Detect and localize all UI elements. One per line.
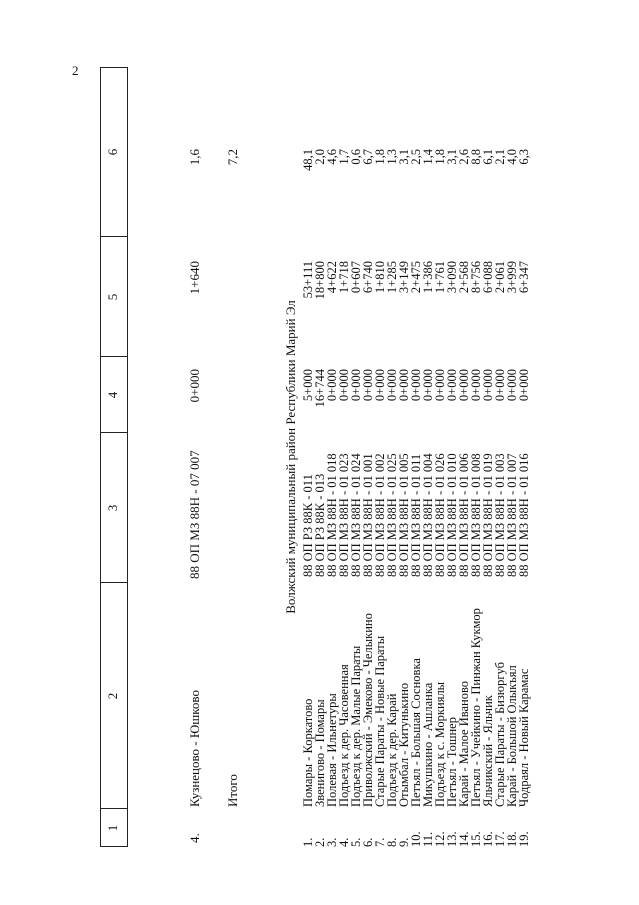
- road-name: Старые Параты - Бизюргуб: [493, 662, 507, 807]
- end-km: 53+111: [301, 261, 315, 299]
- start-km: 0+000: [421, 369, 435, 402]
- length-km: 1,6: [187, 149, 202, 166]
- end-km: 3+999: [505, 261, 519, 294]
- road-name: Помары - Коркатово: [301, 698, 315, 807]
- length-km: 2,0: [313, 149, 327, 165]
- start-km: 0+000: [373, 369, 387, 402]
- road-code: 88 ОП МЗ 88Н - 01 010: [445, 453, 459, 577]
- road-name: Петъял - Тошнер: [445, 717, 459, 807]
- road-code: 88 ОП МЗ 88Н - 01 006: [457, 453, 471, 577]
- length-km: 1,8: [373, 149, 387, 165]
- length-km: 3,1: [397, 149, 411, 165]
- length-km: 3,1: [445, 149, 459, 165]
- end-km: 2+568: [457, 261, 471, 294]
- row-number: 8.: [385, 837, 399, 847]
- road-code: 88 ОП МЗ 88Н - 01 007: [505, 453, 519, 577]
- table-row: [518, 67, 530, 847]
- length-km: 8,8: [469, 149, 483, 165]
- road-name: Карай - Малое Иваново: [457, 680, 471, 807]
- road-name: Подъезд к дер. Карай: [385, 693, 399, 807]
- table-top-border: [100, 67, 101, 847]
- row-number: 14.: [457, 831, 471, 847]
- road-name: Звенигово - Помары: [313, 699, 327, 807]
- start-km: 0+000: [349, 369, 363, 402]
- row-number: 11.: [421, 831, 435, 847]
- end-km: 3+090: [445, 261, 459, 294]
- start-km: 0+000: [505, 369, 519, 402]
- start-km: 0+000: [433, 369, 447, 402]
- road-code: 88 ОП МЗ 88Н - 01 025: [385, 453, 399, 577]
- end-km: 3+149: [397, 261, 411, 294]
- road-name: Чодраял - Новый Карамас: [517, 668, 531, 807]
- start-km: 0+000: [493, 369, 507, 402]
- road-list: [302, 67, 530, 847]
- road-code: 88 ОП МЗ 88Н - 01 016: [517, 453, 531, 577]
- rotated-table: [100, 67, 639, 847]
- length-km: 2,1: [493, 149, 507, 165]
- road-code: 88 ОП РЗ 88К - 011: [301, 474, 315, 577]
- road-name: Полевая - Ильнетуры: [325, 693, 339, 807]
- road-code: 88 ОП МЗ 88Н - 07 007: [187, 450, 202, 579]
- end-km: 6+347: [517, 261, 531, 294]
- column-number-2: 2: [105, 692, 120, 700]
- row-number: 5.: [349, 837, 363, 847]
- end-km: 1+386: [421, 261, 435, 294]
- road-code: 88 ОП МЗ 88Н - 01 018: [325, 453, 339, 577]
- total-value: 7,2: [225, 149, 240, 166]
- end-km: 1+810: [373, 261, 387, 294]
- row-number: 19.: [517, 831, 531, 847]
- end-km: 1+761: [433, 261, 447, 294]
- length-km: 6,1: [481, 149, 495, 165]
- row-number: 1.: [301, 837, 315, 847]
- row-number: 4.: [337, 837, 351, 847]
- start-km: 0+000: [337, 369, 351, 402]
- end-km: 1+285: [385, 261, 399, 294]
- start-km: 0+000: [457, 369, 471, 402]
- road-name: Подъезд к дер. Часовенная: [337, 664, 351, 807]
- road-code: 88 ОП МЗ 88Н - 01 003: [493, 453, 507, 577]
- road-code: 88 ОП РЗ 88К - 013: [313, 473, 327, 577]
- length-km: 48,1: [301, 149, 315, 171]
- length-km: 1,7: [337, 149, 351, 165]
- end-km: 1+640: [187, 261, 202, 295]
- total-label: Итого: [225, 774, 240, 807]
- start-km: 16+744: [313, 369, 327, 408]
- row-number: 10.: [409, 831, 423, 847]
- road-name: Отымбал - Китунькино: [397, 682, 411, 807]
- length-km: 1,4: [421, 149, 435, 165]
- end-km: 8+756: [469, 261, 483, 294]
- section-title: Волжский муниципальный район Республики Марий Эл: [283, 300, 298, 614]
- column-number-3: 3: [105, 504, 120, 512]
- header-bottom-border: [127, 67, 128, 847]
- length-km: 2,5: [409, 149, 423, 165]
- road-code: 88 ОП МЗ 88Н - 01 008: [469, 453, 483, 577]
- row-number: 2.: [313, 837, 327, 847]
- road-name: Кузнецово - Юшково: [187, 690, 202, 807]
- road-code: 88 ОП МЗ 88Н - 01 019: [481, 453, 495, 577]
- road-name: Яльчикский - Яльчик: [481, 695, 495, 807]
- row-number: 13.: [445, 831, 459, 847]
- start-km: 0+000: [361, 369, 375, 402]
- start-km: 0+000: [325, 369, 339, 402]
- road-name: Приволжский - Эмеково - Челыкино: [361, 613, 375, 807]
- column-number-1: 1: [105, 824, 120, 832]
- start-km: 5+000: [301, 369, 315, 402]
- road-code: 88 ОП МЗ 88Н - 01 004: [421, 453, 435, 577]
- length-km: 1,8: [433, 149, 447, 165]
- row-number: 12.: [433, 831, 447, 847]
- row-number: 7.: [373, 837, 387, 847]
- row-number: 15.: [469, 831, 483, 847]
- row-number: 3.: [325, 837, 339, 847]
- road-code: 88 ОП МЗ 88Н - 01 005: [397, 453, 411, 577]
- road-code: 88 ОП МЗ 88Н - 01 024: [349, 453, 363, 577]
- end-km: 6+088: [481, 261, 495, 294]
- row-number: 18.: [505, 831, 519, 847]
- road-name: Петъял - Большая Сосновка: [409, 658, 423, 807]
- start-km: 0+000: [445, 369, 459, 402]
- end-km: 0+607: [349, 261, 363, 294]
- road-code: 88 ОП МЗ 88Н - 01 026: [433, 453, 447, 577]
- end-km: 4+622: [325, 261, 339, 294]
- column-number-6: 6: [105, 148, 120, 156]
- road-code: 88 ОП МЗ 88Н - 01 001: [361, 453, 375, 577]
- road-name: Подъезд к с. Моркиялы: [433, 681, 447, 807]
- row-number: 4.: [187, 833, 202, 843]
- start-km: 0+000: [517, 369, 531, 402]
- start-km: 0+000: [469, 369, 483, 402]
- end-km: 18+800: [313, 261, 327, 300]
- start-km: 0+000: [481, 369, 495, 402]
- length-km: 1,3: [385, 149, 399, 165]
- end-km: 6+740: [361, 261, 375, 294]
- column-number-5: 5: [105, 293, 120, 301]
- road-name: Карай - Большой Олыкъял: [505, 665, 519, 807]
- end-km: 1+718: [337, 261, 351, 294]
- road-name: Микушкино - Ашланка: [421, 682, 435, 807]
- length-km: 4,6: [325, 149, 339, 165]
- length-km: 2,6: [457, 149, 471, 165]
- length-km: 4,0: [505, 149, 519, 165]
- start-km: 0+000: [187, 369, 202, 403]
- road-code: 88 ОП МЗ 88Н - 01 002: [373, 453, 387, 577]
- length-km: 0,6: [349, 149, 363, 165]
- road-code: 88 ОП МЗ 88Н - 01 011: [409, 453, 423, 577]
- row-number: 17.: [493, 831, 507, 847]
- start-km: 0+000: [409, 369, 423, 402]
- end-km: 2+061: [493, 261, 507, 294]
- road-name: Старые Параты - Новые Параты: [373, 635, 387, 807]
- start-km: 0+000: [397, 369, 411, 402]
- road-code: 88 ОП МЗ 88Н - 01 023: [337, 453, 351, 577]
- road-name: Петъял - Учейкино - Пинжан Кукмор: [469, 608, 483, 807]
- start-km: 0+000: [385, 369, 399, 402]
- length-km: 6,3: [517, 149, 531, 165]
- column-number-4: 4: [105, 391, 120, 399]
- row-number: 16.: [481, 831, 495, 847]
- road-name: Подъезд к дер. Малые Параты: [349, 645, 363, 807]
- row-number: 6.: [361, 837, 375, 847]
- end-km: 2+475: [409, 261, 423, 294]
- length-km: 6,7: [361, 149, 375, 165]
- page-number: 2: [72, 63, 79, 78]
- row-number: 9.: [397, 837, 411, 847]
